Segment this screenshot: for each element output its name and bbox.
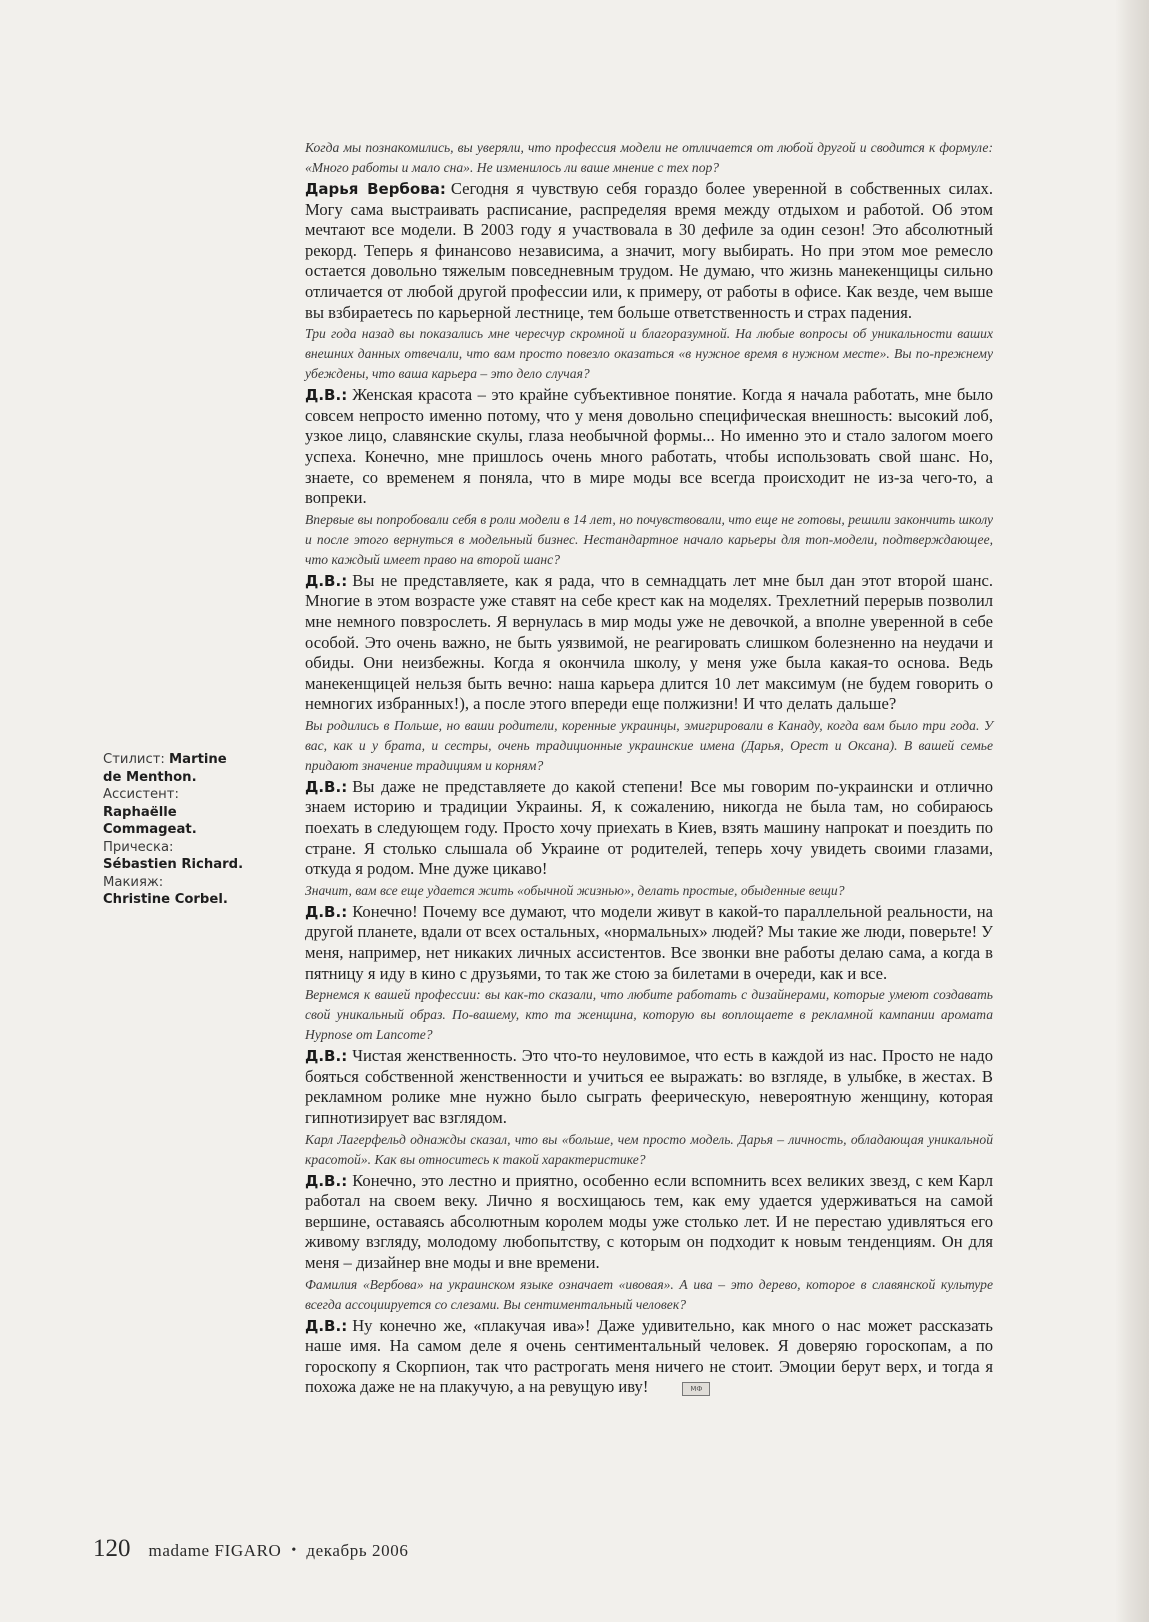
stylist-label: Стилист:: [103, 752, 165, 767]
answer-3: [305, 571, 993, 715]
hair-name: Sébastien Richard.: [103, 857, 244, 872]
question-1: Когда мы познакомились, вы уверяли, что профессия модели не отличается от любой другой и сводится к формуле: «Много работы и мало сна». Не изменилось ли ваше мнение с тех пор?: [305, 140, 993, 175]
question-2: Три года назад вы показались мне чересчур скромной и благоразумной. На любые вопросы об уникальности ваших внешних данных отвечали, что вам просто повезло оказаться «в нужное время в нужном месте». Вы по-прежнему убеждены, что ваша карьера – это дело случая?: [305, 326, 993, 382]
stylist-name-1: Martine: [169, 752, 227, 767]
speaker-label: Дарья Вербова:: [305, 180, 446, 198]
answer-1: [305, 179, 993, 323]
answer-text: Женская красота – это крайне субъективное понятие. Когда я начала работать, мне было совсем непросто именно потому, что у меня довольно специфическая внешность: высокий лоб, узкое лицо, славянские скулы, глаза необычной формы... Но именно это и стало залогом моего успеха. Конечно, мне пришлось очень много работать, чтобы использовать свой шанс. Но, знаете, со временем я поняла, что в мире моды все всегда происходит не из-за чего-то, а вопреки.: [305, 385, 993, 508]
assistant-label: Ассистент:: [103, 787, 179, 802]
question-7: Карл Лагерфельд однажды сказал, что вы «больше, чем просто модель. Дарья – личность, обладающая уникальной красотой». Как вы относитесь к такой характеристике?: [305, 1131, 993, 1167]
interview-article: [305, 138, 993, 1399]
question-8: Фамилия «Вербова» на украинском языке означает «ивовая». А ива – это дерево, которое в славянской культуре всегда ассоциируется со слезами. Вы сентиментальный человек?: [305, 1276, 993, 1312]
issue-date: декабрь 2006: [306, 1541, 409, 1560]
answer-text: Сегодня я чувствую себя гораздо более уверенной в собственных силах. Могу сама выстраивать расписание, распределяя время между отдыхом и работой. Об этом мечтают все модели. В 2003 году я участвовала в 30 дефиле за один сезон! Это абсолютный рекорд. Теперь я финансово независима, а значит, могу выбирать. Но при этом мое ремесло остается довольно тяжелым повседневным трудом. Не думаю, что жизнь манекенщицы сильно отличается от любой другой профессии или, к примеру, от работы в офисе. Как везде, чем выше вы взбираетесь по карьерной лестнице, тем больше ответственность и страх падения.: [305, 179, 993, 322]
answer-7: [305, 1171, 993, 1274]
speaker-label: Д.В.:: [305, 386, 348, 405]
makeup-name: Christine Corbel.: [103, 892, 228, 907]
page-number: 120: [93, 1535, 131, 1562]
question-3: Впервые вы попробовали себя в роли модели в 14 лет, но почувствовали, что еще не готовы, решили закончить школу и после этого вернуться в модельный бизнес. Нестандартное начало карьеры для топ-модели, подтверждающее, что каждый имеет право на второй шанс?: [305, 511, 993, 567]
speaker-label: Д.В.:: [305, 902, 348, 921]
answer-text: Ну конечно же, «плакучая ива»! Даже удивительно, как много о нас может рассказать наше имя. На самом деле я очень сентиментальный человек. Я доверяю гороскопам, а по гороскопу я Скорпион, так что растрогать меня ничего не стоит. Эмоции берут верх, и тогда я похожа даже не на плакучую, а на ревущую иву!: [305, 1315, 993, 1397]
page-footer: [93, 1535, 408, 1563]
answer-8: [305, 1316, 993, 1398]
answer-5: [305, 902, 993, 984]
speaker-label: Д.В.:: [305, 1171, 348, 1190]
speaker-label: Д.В.:: [305, 777, 348, 796]
answer-text: Конечно! Почему все думают, что модели живут в какой-то параллельной реальности, на другой планете, вдали от всех остальных, «нормальных» людей? Мы такие же люди, поверьте! У меня, например, нет никаких личных ассистентов. Все звонки вне работы делаю сама, а когда в пятницу я иду в кино с друзьями, то так же стою за билетами в очереди, как и все.: [305, 901, 993, 983]
bullet-separator: •: [291, 1543, 297, 1558]
speaker-label: Д.В.:: [305, 1047, 348, 1066]
speaker-label: Д.В.:: [305, 1316, 348, 1335]
answer-6: [305, 1046, 993, 1128]
answer-text: Вы даже не представляете до какой степени! Все мы говорим по-украински и отлично знаем историю и традиции Украины. Я, к сожалению, никогда не была там, но собираюсь поехать в следующем году. Просто хочу приехать в Киев, взять машину напрокат и поездить по стране. Я столько слышала об Украине от родителей, теперь хочу увидеть своими глазами, откуда я родом. Мне дуже цикаво!: [305, 776, 993, 879]
answer-text: Чистая женственность. Это что-то неуловимое, что есть в каждой из нас. Просто не надо бояться собственной женственности и учиться ее выражать: во взгляде, в улыбке, в жестах. В рекламном ролике мне нужно было сыграть феерическую, невероятную женщину, которая гипнотизирует вас взглядом.: [305, 1046, 993, 1127]
answer-2: [305, 385, 993, 509]
end-of-article-mark: МФ: [682, 1382, 710, 1396]
photo-credits: [103, 751, 263, 909]
hair-label: Прическа:: [103, 839, 174, 855]
stylist-name-2: de Menthon.: [103, 769, 197, 785]
page-edge-shadow: [1115, 0, 1149, 1622]
answer-text: Конечно, это лестно и приятно, особенно если вспомнить всех великих звезд, с кем Карл работал на своем веку. Лично я восхищаюсь тем, как ему удается удерживаться на самой вершине, оставаясь абсолютным королем моды уже столько лет. И не перестаю удивляться его живому взгляду, молодому любопытству, с которым он подходит к новым тенденциям. Он для меня – дизайнер вне моды и вне времени.: [305, 1170, 993, 1272]
assistant-name-2: Commageat.: [103, 822, 197, 837]
question-5: Значит, вам все еще удается жить «обычной жизнью», делать простые, обыденные вещи?: [305, 882, 845, 898]
answer-4: [305, 777, 993, 880]
question-4: Вы родились в Польше, но ваши родители, коренные украинцы, эмигрировали в Канаду, когда вам было три года. У вас, как и у брата, и сестры, очень традиционные украинские имена (Дарья, Орест и Оксана). В вашей семье придают значение традициям и корням?: [305, 717, 993, 773]
magazine-name: madame FIGARO: [148, 1541, 282, 1560]
credit-stylist: [103, 751, 263, 769]
speaker-label: Д.В.:: [305, 571, 348, 590]
assistant-name-1: Raphaëlle: [103, 804, 177, 820]
makeup-label: Макияж:: [103, 874, 164, 890]
answer-text: Вы не представляете, как я рада, что в семнадцать лет мне был дан этот второй шанс. Многие в этом возрасте уже ставят на себе крест как на моделях. Трехлетний перерыв позволил мне немного повзрослеть. Я вернулась в мир моды уже не девочкой, а вполне уверенной в себе особой. Это очень важно, не быть уязвимой, не реагировать слишком болезненно на неудачи и обиды. Они неизбежны. Когда я окончила школу, у меня уже была какая-то основа. Ведь манекенщицей нельзя быть вечно: наша карьера длится 10 лет максимум (не будем говорить о немногих избранных!), а после этого впереди еще полжизни! И что делать дальше?: [305, 570, 993, 714]
question-6: Вернемся к вашей профессии: вы как-то сказали, что любите работать с дизайнерами, которые умеют создавать свой уникальный образ. По-вашему, кто та женщина, которую вы воплощаете в рекламной кампании аромата Hypnose от Lancome?: [305, 987, 993, 1043]
